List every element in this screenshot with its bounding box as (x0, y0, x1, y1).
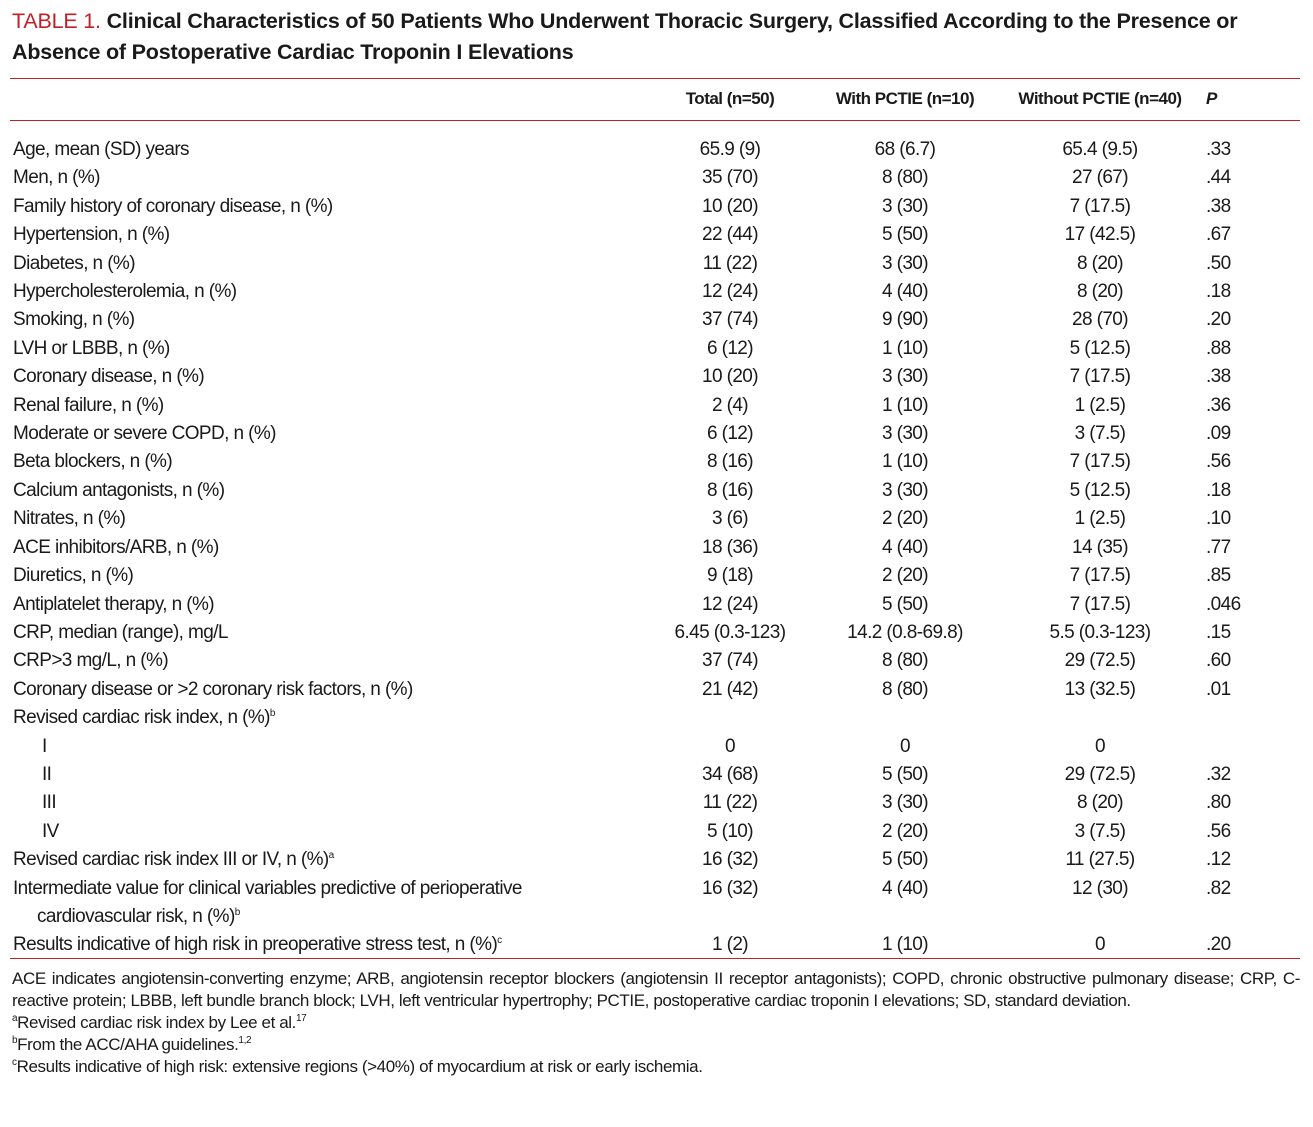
table-row (10, 193, 1300, 221)
table-row (10, 164, 1300, 192)
variable-label: Family history of coronary disease, n (%) (13, 195, 333, 217)
header-total: Total (n=50) (685, 89, 775, 108)
cell-without-pctie: 3 (7.5) (1074, 423, 1126, 445)
cell-total: 0 (725, 735, 735, 757)
cell-total: 11 (22) (702, 252, 758, 274)
table-row (10, 448, 1300, 476)
cell-with-pctie: 4 (40) (881, 281, 929, 303)
cell-without-pctie: 14 (35) (1071, 536, 1128, 558)
cell-with-pctie: 3 (30) (881, 423, 929, 445)
cell-variable (10, 250, 650, 278)
cell-p-value: .32 (1206, 763, 1231, 785)
cell-with-pctie: 5 (50) (881, 849, 929, 871)
cell-without-pctie: 7 (17.5) (1069, 195, 1131, 217)
cell-total: 10 (20) (701, 195, 758, 217)
table-row (10, 704, 1300, 732)
cell-without-pctie: 8 (20) (1076, 281, 1124, 303)
cell-total: 9 (18) (706, 565, 754, 587)
table-caption: Clinical Characteristics of 50 Patients Who Underwent Thoracic Surgery, Classified According to the Presence or Absence of Postoperative Cardiac Troponin I Elevations (12, 9, 1238, 64)
cell-variable (10, 761, 650, 789)
cell-total: 2 (4) (711, 394, 749, 416)
table-title (12, 6, 1302, 68)
cell-p-value: .67 (1206, 224, 1231, 246)
cell-without-pctie: 17 (42.5) (1064, 224, 1136, 246)
header-with-pctie: With PCTIE (n=10) (835, 89, 975, 108)
table-row (10, 477, 1300, 505)
cell-with-pctie: 1 (10) (881, 337, 929, 359)
cell-without-pctie: 11 (27.5) (1065, 849, 1135, 871)
cell-total: 37 (74) (701, 650, 758, 672)
cell-p-value: .44 (1206, 167, 1231, 189)
cell-with-pctie: 9 (90) (881, 309, 929, 331)
cell-total: 8 (16) (706, 451, 754, 473)
footnote-list (12, 1012, 1300, 1078)
cell-variable (10, 164, 650, 192)
variable-label: CRP>3 mg/L, n (%) (13, 650, 169, 672)
table-row (10, 221, 1300, 249)
table-row (10, 647, 1300, 675)
table-row (10, 278, 1300, 306)
footnote-marker: a (328, 850, 334, 862)
header-spacer (10, 119, 1300, 136)
cell-variable (10, 704, 650, 732)
table-row (10, 931, 1300, 959)
cell-variable (10, 306, 650, 334)
cell-total: 12 (24) (701, 593, 758, 615)
cell-variable (10, 420, 650, 448)
footnote-b (12, 1034, 1300, 1056)
cell-variable (10, 591, 650, 619)
cell-variable (10, 477, 650, 505)
table-row (10, 733, 1300, 761)
cell-total (650, 704, 810, 732)
reference-marker: 17 (295, 1013, 307, 1024)
table-row (10, 676, 1300, 704)
cell-variable (10, 448, 650, 476)
cell-variable (10, 278, 650, 306)
cell-p-value (1200, 733, 1300, 761)
cell-p-value: .82 (1206, 877, 1231, 899)
table-row (10, 591, 1300, 619)
cell-variable (10, 335, 650, 363)
cell-total: 10 (20) (701, 366, 758, 388)
cell-p-value: .80 (1206, 792, 1231, 814)
variable-label: IV (42, 820, 59, 842)
table-row (10, 335, 1300, 363)
cell-without-pctie (1000, 704, 1200, 732)
header-p-value: P (1206, 89, 1217, 108)
cell-without-pctie: 3 (7.5) (1074, 820, 1126, 842)
cell-with-pctie: 2 (20) (881, 508, 929, 530)
cell-with-pctie: 8 (80) (881, 678, 929, 700)
header-without-pctie: Without PCTIE (n=40) (1018, 89, 1182, 108)
variable-label: Renal failure, n (%) (13, 394, 164, 416)
cell-variable (10, 647, 650, 675)
cell-p-value: .85 (1206, 565, 1231, 587)
cell-without-pctie: 1 (2.5) (1074, 508, 1126, 530)
cell-with-pctie: 5 (50) (881, 593, 929, 615)
variable-label: LVH or LBBB, n (%) (13, 337, 170, 359)
cell-total: 6 (12) (706, 337, 754, 359)
cell-total: 5 (10) (706, 820, 754, 842)
cell-p-value: .56 (1206, 820, 1231, 842)
cell-without-pctie: 7 (17.5) (1069, 593, 1131, 615)
table-row (10, 562, 1300, 590)
footnote-text: Revised cardiac risk index by Lee et al. (17, 1013, 296, 1032)
cell-with-pctie: 1 (10) (881, 934, 929, 956)
cell-p-value: .77 (1206, 536, 1231, 558)
cell-with-pctie: 68 (6.7) (874, 139, 936, 160)
variable-label: Smoking, n (%) (13, 309, 135, 331)
cell-without-pctie: 29 (72.5) (1064, 763, 1136, 785)
cell-variable (10, 846, 650, 874)
variable-label: Age, mean (SD) years (13, 139, 189, 160)
cell-total: 22 (44) (701, 224, 758, 246)
cell-with-pctie: 3 (30) (881, 195, 929, 217)
cell-with-pctie: 3 (30) (881, 479, 929, 501)
table-row (10, 505, 1300, 533)
cell-with-pctie: 3 (30) (881, 252, 929, 274)
cell-without-pctie: 12 (30) (1071, 877, 1128, 899)
cell-without-pctie: 5 (12.5) (1069, 337, 1131, 359)
table-row (10, 534, 1300, 562)
cell-total: 35 (70) (701, 167, 758, 189)
cell-with-pctie: 1 (10) (881, 451, 929, 473)
cell-total: 6 (12) (706, 423, 754, 445)
footnote-mark: c (12, 1057, 17, 1068)
variable-label: Moderate or severe COPD, n (%) (13, 423, 276, 445)
top-rule (10, 78, 1300, 79)
variable-label: Coronary disease or >2 coronary risk factors, n (%) (13, 678, 413, 700)
table-row (10, 306, 1300, 334)
cell-total: 8 (16) (706, 479, 754, 501)
cell-variable (10, 534, 650, 562)
footnote-c (12, 1056, 1300, 1078)
cell-variable (10, 733, 650, 761)
cell-p-value: .01 (1206, 678, 1231, 700)
cell-total: 21 (42) (701, 678, 758, 700)
table-header-row (10, 80, 1300, 119)
variable-label: Results indicative of high risk in preoperative stress test, n (%) (13, 934, 498, 956)
cell-variable (10, 392, 650, 420)
table-row (10, 789, 1300, 817)
variable-label: Revised cardiac risk index, n (%) (13, 707, 270, 729)
cell-with-pctie: 4 (40) (881, 536, 929, 558)
table-row (10, 136, 1300, 164)
cell-with-pctie: 8 (80) (881, 167, 929, 189)
cell-p-value (1200, 704, 1300, 732)
cell-without-pctie: 1 (2.5) (1074, 394, 1126, 416)
footnote-marker: c (497, 935, 502, 947)
cell-variable (10, 505, 650, 533)
cell-p-value: .10 (1206, 508, 1231, 530)
variable-label: Calcium antagonists, n (%) (13, 479, 225, 501)
footnote-marker: b (234, 906, 240, 918)
variable-label: Diabetes, n (%) (13, 252, 135, 274)
cell-without-pctie: 65.4 (9.5) (1062, 139, 1138, 160)
cell-p-value: .046 (1206, 593, 1241, 615)
cell-variable (10, 363, 650, 391)
cell-without-pctie: 8 (20) (1076, 792, 1124, 814)
cell-p-value: .60 (1206, 650, 1231, 672)
cell-without-pctie: 28 (70) (1071, 309, 1128, 331)
cell-with-pctie: 14.2 (0.8-69.8) (847, 621, 963, 643)
cell-variable (10, 931, 650, 959)
cell-total: 34 (68) (701, 763, 758, 785)
cell-with-pctie: 2 (20) (881, 820, 929, 842)
cell-p-value: .38 (1206, 366, 1231, 388)
cell-total: 16 (32) (701, 849, 758, 871)
table-label: TABLE 1. (12, 9, 101, 33)
table-row (10, 761, 1300, 789)
cell-without-pctie: 0 (1095, 735, 1105, 757)
cell-total: 3 (6) (711, 508, 749, 530)
cell-p-value: .36 (1206, 394, 1231, 416)
variable-label: Intermediate value for clinical variables predictive of perioperative (13, 877, 522, 899)
cell-with-pctie: 0 (900, 735, 910, 757)
cell-without-pctie: 5 (12.5) (1069, 479, 1131, 501)
table-row (10, 392, 1300, 420)
cell-variable (10, 562, 650, 590)
table-row (10, 846, 1300, 874)
cell-total: 12 (24) (701, 281, 758, 303)
cell-p-value: .20 (1206, 309, 1231, 331)
cell-total: 11 (22) (702, 792, 758, 814)
cell-variable (10, 193, 650, 221)
cell-with-pctie: 5 (50) (881, 224, 929, 246)
cell-without-pctie: 7 (17.5) (1069, 366, 1131, 388)
cell-with-pctie: 1 (10) (881, 394, 929, 416)
footnote-mark: b (12, 1035, 18, 1046)
footnote-a (12, 1012, 1300, 1034)
variable-label: Coronary disease, n (%) (13, 366, 205, 388)
variable-label: ACE inhibitors/ARB, n (%) (13, 536, 219, 558)
variable-label: Nitrates, n (%) (13, 508, 126, 530)
cell-without-pctie: 5.5 (0.3-123) (1049, 621, 1151, 643)
cell-variable (10, 676, 650, 704)
variable-label: Hypercholesterolemia, n (%) (13, 281, 237, 303)
cell-p-value: .33 (1206, 139, 1231, 160)
cell-variable (10, 789, 650, 817)
variable-label: I (42, 735, 47, 757)
cell-total: 1 (2) (711, 934, 749, 956)
cell-p-value: .50 (1206, 252, 1231, 274)
reference-marker: 1,2 (238, 1035, 252, 1046)
cell-with-pctie (810, 704, 1000, 732)
cell-total: 65.9 (9) (699, 139, 761, 160)
cell-p-value: .09 (1206, 423, 1231, 445)
cell-without-pctie: 29 (72.5) (1064, 650, 1136, 672)
cell-with-pctie: 2 (20) (881, 565, 929, 587)
cell-total: 37 (74) (701, 309, 758, 331)
cell-without-pctie: 8 (20) (1076, 252, 1124, 274)
cell-p-value: .88 (1206, 337, 1231, 359)
table-row (10, 363, 1300, 391)
cell-with-pctie: 8 (80) (881, 650, 929, 672)
footnote-marker: b (269, 708, 275, 720)
cell-with-pctie: 5 (50) (881, 763, 929, 785)
cell-variable (10, 818, 650, 846)
table-row (10, 818, 1300, 846)
cell-p-value: .56 (1206, 451, 1231, 473)
cell-with-pctie: 4 (40) (881, 877, 929, 899)
table-row (10, 875, 1300, 932)
cell-without-pctie: 7 (17.5) (1069, 451, 1131, 473)
cell-without-pctie: 7 (17.5) (1069, 565, 1131, 587)
cell-p-value: .18 (1206, 281, 1231, 303)
cell-total: 16 (32) (701, 877, 758, 899)
cell-p-value: .15 (1206, 621, 1231, 643)
variable-label: II (42, 763, 52, 785)
table-row (10, 619, 1300, 647)
cell-total: 6.45 (0.3-123) (674, 621, 786, 643)
table-footnotes (12, 968, 1300, 1078)
cell-p-value: .20 (1206, 934, 1231, 956)
cell-p-value: .12 (1206, 849, 1231, 871)
cell-variable (10, 136, 650, 164)
variable-label: Antiplatelet therapy, n (%) (13, 593, 215, 615)
variable-label: Beta blockers, n (%) (13, 451, 173, 473)
cell-total: 18 (36) (701, 536, 758, 558)
variable-label: Men, n (%) (13, 167, 100, 189)
header-variable (10, 80, 650, 119)
characteristics-table (10, 80, 1300, 960)
cell-variable (10, 221, 650, 249)
table-row (10, 250, 1300, 278)
variable-label: Revised cardiac risk index III or IV, n (%) (13, 849, 329, 871)
cell-p-value: .18 (1206, 479, 1231, 501)
footnote-mark: a (12, 1013, 18, 1024)
cell-with-pctie: 3 (30) (881, 366, 929, 388)
variable-label-continued: cardiovascular risk, n (%) (37, 905, 235, 927)
variable-label: III (42, 792, 57, 814)
footnote-text: From the ACC/AHA guidelines. (17, 1035, 239, 1054)
variable-label: Hypertension, n (%) (13, 224, 170, 246)
variable-label: Diuretics, n (%) (13, 565, 134, 587)
cell-variable (10, 875, 650, 932)
cell-without-pctie: 13 (32.5) (1064, 678, 1136, 700)
abbreviations-note: ACE indicates angiotensin-converting enzyme; ARB, angiotensin receptor blockers (angiotensin II receptor antagonists); COPD, chronic obstructive pulmonary disease; CRP, C-reactive protein; LBBB, left bundle branch block; LVH, left ventricular hypertrophy; PCTIE, postoperative cardiac troponin I elevations; SD, standard deviation. (12, 969, 1300, 1010)
cell-p-value: .38 (1206, 195, 1231, 217)
footnote-text: Results indicative of high risk: extensive regions (>40%) of myocardium at risk or early ischemia. (16, 1057, 703, 1076)
cell-variable (10, 619, 650, 647)
cell-with-pctie: 3 (30) (881, 792, 929, 814)
cell-without-pctie: 27 (67) (1071, 167, 1128, 189)
cell-without-pctie: 0 (1095, 934, 1105, 956)
variable-label: CRP, median (range), mg/L (13, 621, 228, 643)
table-row (10, 420, 1300, 448)
